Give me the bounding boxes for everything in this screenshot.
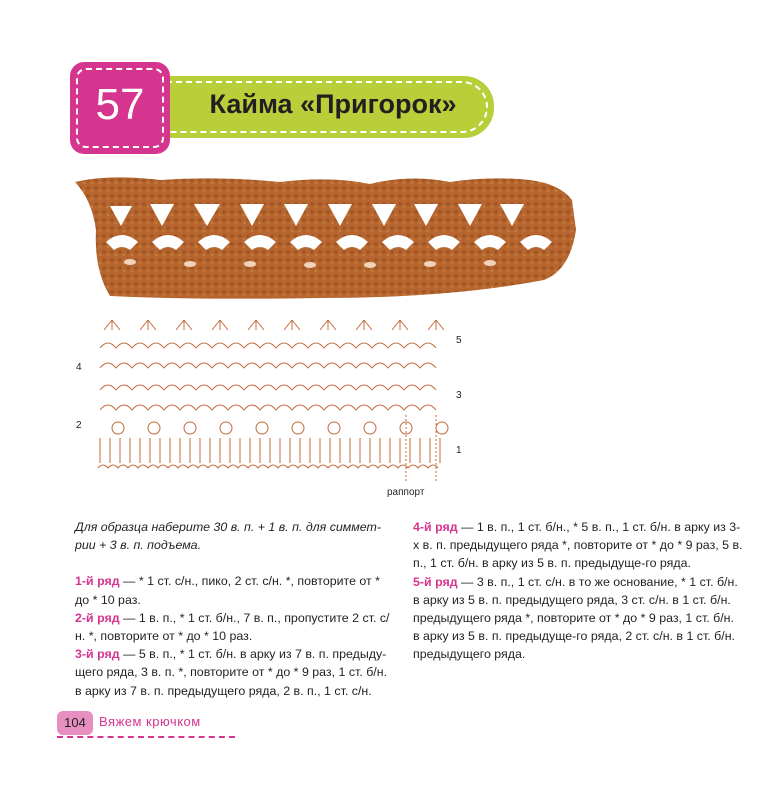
row-1-heading: 1-й ряд: [75, 574, 120, 589]
diagram-row-5-fans: [104, 320, 444, 330]
diagram-row-2-picots: [112, 422, 448, 434]
row-2-instruction: [75, 609, 395, 645]
diagram-row-1-stitches: [100, 438, 440, 463]
diagram-row-label-1: 1: [456, 445, 462, 456]
pattern-title: Кайма «Пригорок»: [209, 89, 457, 119]
diagram-row-4-chains: [100, 343, 436, 368]
row-5-heading: 5-й ряд: [413, 574, 458, 589]
diagram-row-label-2: 2: [76, 420, 82, 431]
diagram-foundation-chain: [98, 465, 438, 468]
row-5-text: — 3 в. п., 1 ст. с/н. в то же основание, * 1 ст. б/н. в арку из 5 в. п. предыдущего ряда, 3 ст. с/н. в 1 ст. б/н. предыдущего ряда *, повторите от * до * 9 раз, 1 ст. б/н. в арку из 5 в. п. предыдуще-го ряда, 2 ст. с/н. в 1 ст. б/н. предыдущего ряда.: [413, 574, 738, 662]
row-1-instruction: [75, 572, 395, 608]
instructions-right-column: [413, 518, 743, 664]
row-5-instruction: [413, 573, 743, 664]
footer-dashed-line: [57, 736, 235, 738]
pattern-number-badge: [70, 62, 170, 154]
pattern-number: 57: [95, 80, 145, 129]
row-1-text: — * 1 ст. с/н., пико, 2 ст. с/н. *, повторите от * до * 10 раз.: [75, 574, 380, 607]
page-number-badge: [57, 711, 93, 735]
row-4-heading: 4-й ряд: [413, 520, 458, 534]
book-title: Вяжем крючком: [99, 714, 201, 729]
crochet-diagram: [70, 318, 490, 503]
diagram-row-label-4: 4: [76, 362, 82, 373]
diagram-row-3-chains: [100, 385, 436, 410]
instructions-left-column: [75, 518, 395, 700]
intro-text: Для образца наберите 30 в. п. + 1 в. п. для симмет-рии + 3 в. п. подъема.: [75, 520, 381, 553]
row-3-heading: 3-й ряд: [75, 647, 120, 662]
row-3-text: — 5 в. п., * 1 ст. б/н. в арку из 7 в. п. предыду-щего ряда, 3 в. п. *, повторите от * до * 9 раз, 1 ст. б/н. в арку из 7 в. п. предыдущего ряда, 2 в. п., 1 ст. с/н.: [75, 647, 388, 698]
rapport-label: раппорт: [387, 487, 425, 498]
row-4-instruction: [413, 518, 743, 573]
row-2-text: — 1 в. п., * 1 ст. б/н., 7 в. п., пропустите 2 ст. с/н. *, повторите от * до * 10 раз.: [75, 610, 390, 644]
page-number: 104: [64, 715, 86, 730]
row-3-instruction: [75, 645, 395, 700]
diagram-row-label-3: 3: [456, 390, 462, 401]
title-bar: [150, 76, 494, 138]
diagram-row-label-5: 5: [456, 335, 462, 346]
row-4-text: — 1 в. п., 1 ст. б/н., * 5 в. п., 1 ст. б/н. в арку из 3-х в. п. предыдущего ряда *, повторите от * до * 9 раз, 5 в. п., 1 ст. б/н. в арку из 5 в. п. предыдуще-го ряда.: [413, 520, 743, 571]
row-2-heading: 2-й ряд: [75, 610, 120, 625]
crochet-sample-photo: [70, 170, 590, 310]
